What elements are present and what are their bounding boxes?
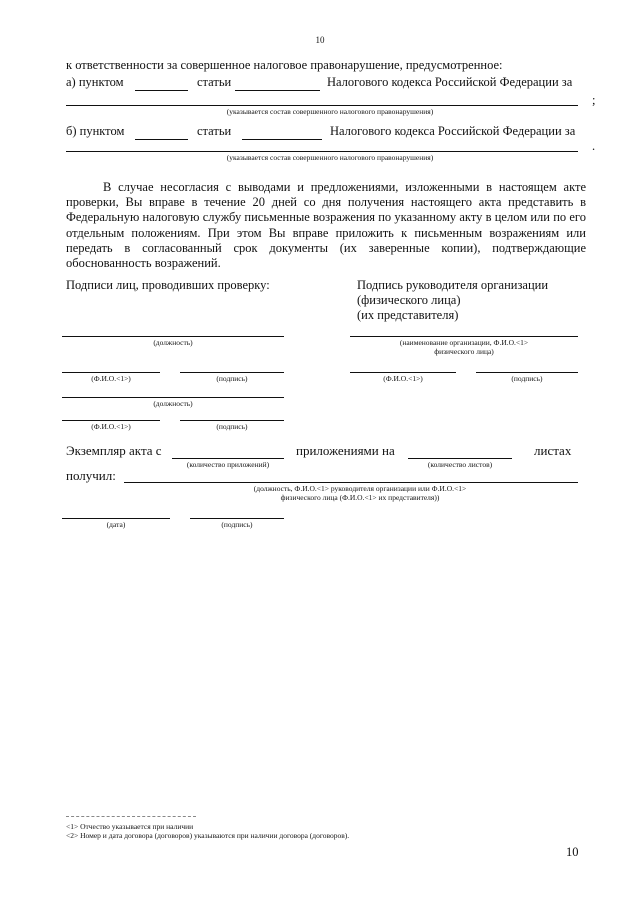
org-name-field[interactable] [350,336,578,337]
item-b-article-field[interactable] [242,139,322,140]
item-b-code: Налогового кодекса Российской Федерации за [330,124,576,138]
item-b-end: . [592,139,596,153]
position-field-1[interactable] [62,336,284,337]
fio-field-2[interactable] [62,420,160,421]
copy-line-part1: Экземпляр акта с [66,443,162,458]
signatures-left-title: Подписи лиц, проводивших проверку: [66,278,270,292]
caption-position-1: (должность) [153,338,193,347]
signatures-right-title-3: (их представителя) [357,308,459,322]
page-number-bottom: 10 [566,845,579,859]
item-a-prefix: а) пунктом [66,75,124,89]
item-a-point-field[interactable] [135,90,188,91]
copy-line-part3: листах [534,443,572,458]
sheets-count-field[interactable] [408,458,512,459]
caption-receipt-signature: (подпись) [221,520,253,529]
caption-position-2: (должность) [153,399,193,408]
footnote-separator [66,816,196,817]
item-a-violation-field[interactable] [66,105,578,106]
caption-violation-a: (указывается состав совершенного налогового правонарушения) [226,107,434,116]
signature-field-1[interactable] [180,372,284,373]
caption-violation-b: (указывается состав совершенного налогового правонарушения) [226,153,434,162]
date-field[interactable] [62,518,170,519]
caption-fio-2: (Ф.И.О.<1>) [91,422,131,431]
attachments-count-field[interactable] [172,458,284,459]
caption-recipient-2: физического лица (Ф.И.О.<1> их представителя)) [280,493,440,502]
caption-org-name-2: физического лица) [434,347,494,356]
caption-signature-2: (подпись) [216,422,248,431]
item-a-article-field[interactable] [235,90,320,91]
recipient-field[interactable] [124,482,578,483]
signatures-right-title-1: Подпись руководителя организации [357,278,549,292]
item-a-code: Налогового кодекса Российской Федерации за [327,75,573,89]
item-a-article: статьи [197,75,232,89]
footnote-1: <1> Отчество указывается при наличии [66,822,194,831]
caption-fio-1: (Ф.И.О.<1>) [91,374,131,383]
caption-date: (дата) [106,520,126,529]
caption-org-name-1: (наименование организации, Ф.И.О.<1> [399,338,529,347]
caption-signature-right: (подпись) [511,374,543,383]
signature-field-2[interactable] [180,420,284,421]
position-field-2[interactable] [62,397,284,398]
item-b-violation-field[interactable] [66,151,578,152]
signatures-right-title-2: (физического лица) [357,293,461,307]
received-label: получил: [66,468,116,483]
item-b-article: статьи [197,124,232,138]
page-number-top: 10 [315,35,325,45]
copy-line-part2: приложениями на [296,443,395,458]
representative-signature-field[interactable] [476,372,578,373]
objections-paragraph: В случае несогласия с выводами и предложениями, изложенными в настоящем акте проверки, Вы вправе в течение 20 дней со дня получения настоящего акта представить в Федеральную налоговую службу письменные возражения по указанному акту в целом или по его отдельным положениям. При этом Вы вправе приложить к письменным возражениям или передать в согласованный срок документы (их заверенные копии), подтверждающие обоснованность возражений. [66,180,586,271]
caption-attachments-count: (количество приложений) [186,460,270,469]
representative-fio-field[interactable] [350,372,456,373]
item-b-prefix: б) пунктом [66,124,125,138]
item-b-point-field[interactable] [135,139,188,140]
footnote-2: <2> Номер и дата договора (договоров) указываются при наличии договора (договоров). [66,831,350,840]
intro-line: к ответственности за совершенное налоговое правонарушение, предусмотренное: [66,58,503,72]
receipt-signature-field[interactable] [190,518,284,519]
caption-fio-right: (Ф.И.О.<1>) [383,374,423,383]
caption-signature-1: (подпись) [216,374,248,383]
caption-recipient-1: (должность, Ф.И.О.<1> руководителя организации или Ф.И.О.<1> [253,484,467,493]
fio-field-1[interactable] [62,372,160,373]
caption-sheets-count: (количество листов) [427,460,493,469]
item-a-end: ; [592,93,596,107]
